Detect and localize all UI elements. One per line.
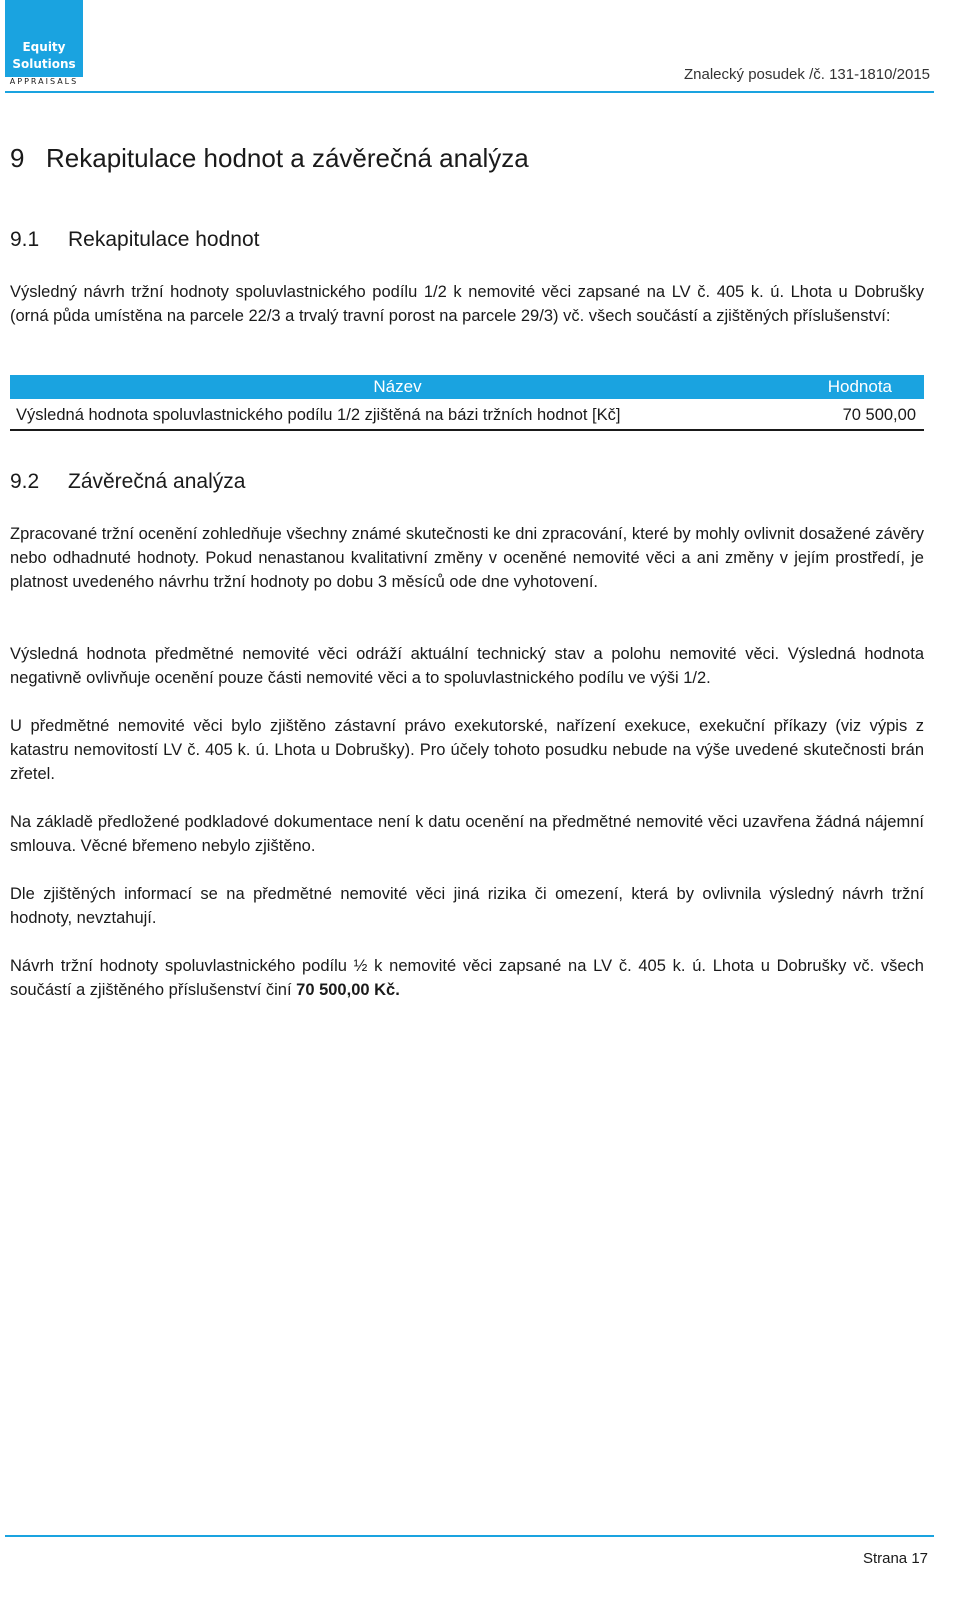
subsection-heading-1 [10,228,259,252]
intro-paragraph: Výsledný návrh tržní hodnoty spoluvlastnického podílu 1/2 k nemovité věci zapsané na LV č. 405 k. ú. Lhota u Dobrušky (orná půda umístěna na parcele 22/3 a trvalý travní porost na parcele 29/3) vč. všech součástí a zjištěných příslušenství: [10,283,924,325]
table-header [10,375,924,399]
logo-line-1: Equity [22,40,66,54]
subsection-number: 9.1 [10,228,40,251]
document-reference: Znalecký posudek /č. 131-1810/2015 [684,66,930,83]
row-value: 70 500,00 [842,406,916,424]
table-row [10,399,924,431]
subsection-number: 9.2 [10,470,40,493]
conclusion-paragraph [10,954,924,1002]
analysis-paragraph-1: Zpracované tržní ocenění zohledňuje všechny známé skutečnosti ke dni zpracování, které by mohly ovlivnit dosažené závěry nebo odhadnuté hodnoty. Pokud nenastanou kvalitativní změny v oceněné nemovité věci a ani změny v jejím prostředí, je platnost uvedeného návrhu tržní hodnoty po dobu 3 měsíců ode dne vyhotovení. [10,525,924,591]
section-title: Rekapitulace hodnot a závěrečná analýza [46,143,529,173]
conclusion-value: 70 500,00 Kč. [296,981,400,999]
page-number: Strana 17 [862,1550,928,1567]
section-heading [10,143,529,174]
analysis-paragraph-2: Výsledná hodnota předmětné nemovité věci odráží aktuální technický stav a polohu nemovité věci. Výsledná hodnota negativně ovlivňuje ocenění pouze části nemovité věci a to spoluvlastnického podílu ve výši 1/2. [10,645,924,687]
logo-line-3: APPRAISALS [2,77,86,87]
header-divider [5,91,934,93]
row-name: Výsledná hodnota spoluvlastnického podílu 1/2 zjištěná na bázi tržních hodnot [Kč] [16,406,621,424]
values-table [10,375,924,431]
analysis-paragraph-3: U předmětné nemovité věci bylo zjištěno zástavní právo exekutorské, nařízení exekuce, exekuční příkazy (viz výpis z katastru nemovitostí LV č. 405 k. ú. Lhota u Dobrušky). Pro účely tohoto posudku nebude na výše uvedené skutečnosti brán zřetel. [10,717,924,783]
company-logo [5,0,83,86]
logo-line-2: Solutions [12,57,76,71]
subsection-title: Rekapitulace hodnot [68,228,260,251]
analysis-paragraph-4: Na základě předložené podkladové dokumentace není k datu ocenění na předmětné nemovité věci uzavřena žádná nájemní smlouva. Věcné břemeno nebylo zjištěno. [10,813,924,855]
subsection-heading-2 [10,470,245,494]
conclusion-text: Návrh tržní hodnoty spoluvlastnického podílu ½ k nemovité věci zapsané na LV č. 405 k. ú. Lhota u Dobrušky vč. všech součástí a zjištěného příslušenství činí [10,957,924,999]
analysis-paragraph-5: Dle zjištěných informací se na předmětné nemovité věci jiná rizika či omezení, která by ovlivnila výsledný návrh tržní hodnoty, nevztahují. [10,885,924,927]
section-number: 9 [10,143,25,173]
column-header-name: Název [373,377,422,396]
footer-divider [5,1535,934,1537]
subsection-title: Závěrečná analýza [68,470,246,493]
column-header-value: Hodnota [827,377,892,396]
